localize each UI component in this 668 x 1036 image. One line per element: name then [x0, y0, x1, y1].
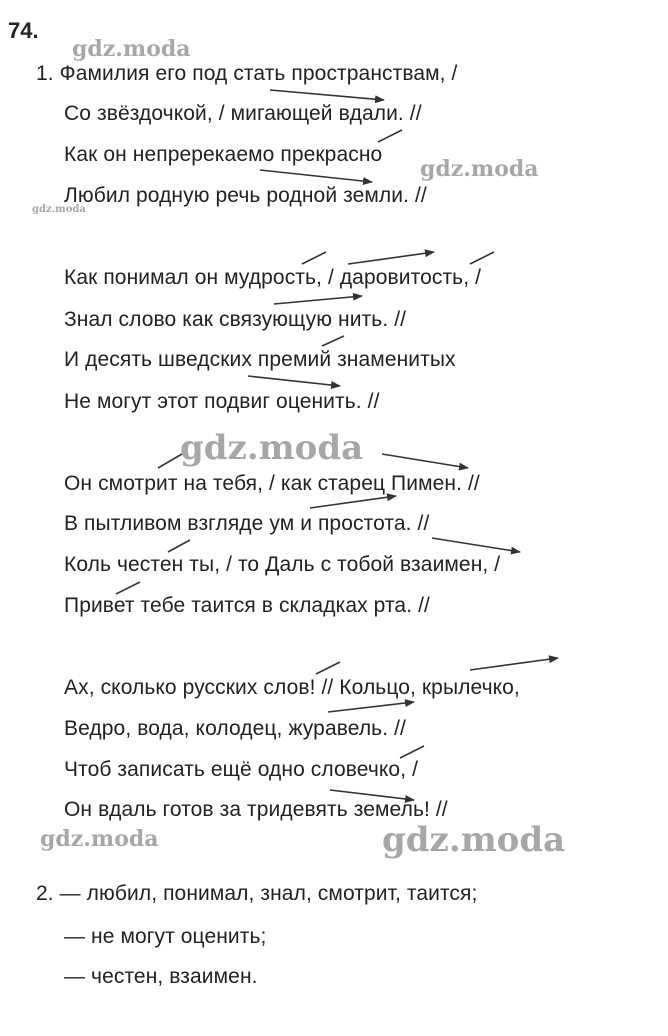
- poem-line: Ведро, вода, колодец, журавель. //: [64, 717, 406, 740]
- predicate-arrow: [382, 454, 468, 468]
- answer-line: — честен, взаимен.: [64, 965, 258, 988]
- poem-line: Как понимал он мудрость, / даровитость, /: [64, 266, 482, 289]
- watermark: gdz.moda: [382, 820, 566, 860]
- watermark: gdz.moda: [40, 826, 159, 852]
- poem-line: Не могут этот подвиг оценить. //: [64, 390, 380, 413]
- exercise-number: 74.: [8, 18, 39, 43]
- poem-line: Как он непререкаемо прекрасно: [64, 143, 383, 166]
- watermark: gdz.moda: [72, 36, 191, 62]
- predicate-arrow: [274, 296, 362, 304]
- predicate-arrow: [432, 538, 520, 552]
- poem-line: И десять шведских премий знаменитых: [64, 348, 456, 371]
- subject-stroke: [470, 252, 494, 264]
- poem-line: Коль честен ты, / то Даль с тобой взаимен, /: [64, 553, 501, 576]
- subject-stroke: [116, 582, 140, 594]
- predicate-arrow: [248, 376, 340, 386]
- poem-line: Со звёздочкой, / мигающей вдали. //: [64, 102, 422, 125]
- predicate-arrow: [470, 658, 558, 670]
- subject-stroke: [316, 662, 340, 674]
- predicate-arrow: [310, 496, 396, 508]
- subject-stroke: [158, 454, 182, 468]
- watermark: gdz.moda: [180, 428, 364, 468]
- predicate-arrow: [348, 252, 434, 264]
- predicate-arrow: [330, 790, 414, 800]
- predicate-arrow: [260, 170, 372, 182]
- predicate-arrow: [270, 90, 384, 100]
- poem-line: Любил родную речь родной земли. //: [64, 184, 427, 207]
- watermark: gdz.moda: [32, 204, 86, 215]
- subject-stroke: [302, 252, 326, 264]
- subject-stroke: [378, 130, 402, 142]
- poem-line: Он смотрит на тебя, / как старец Пимен. //: [64, 472, 480, 495]
- predicate-arrow: [328, 702, 414, 712]
- subject-stroke: [400, 746, 424, 758]
- poem-line: В пытливом взгляде ум и простота. //: [64, 512, 430, 535]
- answer-line: 2. — любил, понимал, знал, смотрит, таится;: [36, 882, 478, 905]
- poem-line: Он вдаль готов за тридевять земель! //: [64, 798, 448, 821]
- subject-stroke: [168, 540, 190, 552]
- watermark: gdz.moda: [420, 156, 539, 182]
- poem-line: Ах, сколько русских слов! // Кольцо, крылечко,: [64, 676, 520, 699]
- subject-stroke: [322, 336, 344, 346]
- poem-line: Знал слово как связующую нить. //: [64, 308, 407, 331]
- poem-line: Привет тебе таится в складках рта. //: [64, 594, 430, 617]
- answer-line: — не могут оценить;: [64, 925, 267, 948]
- poem-line: 1. Фамилия его под стать пространствам, /: [36, 62, 458, 85]
- poem-line: Чтоб записать ещё одно словечко, /: [64, 758, 419, 781]
